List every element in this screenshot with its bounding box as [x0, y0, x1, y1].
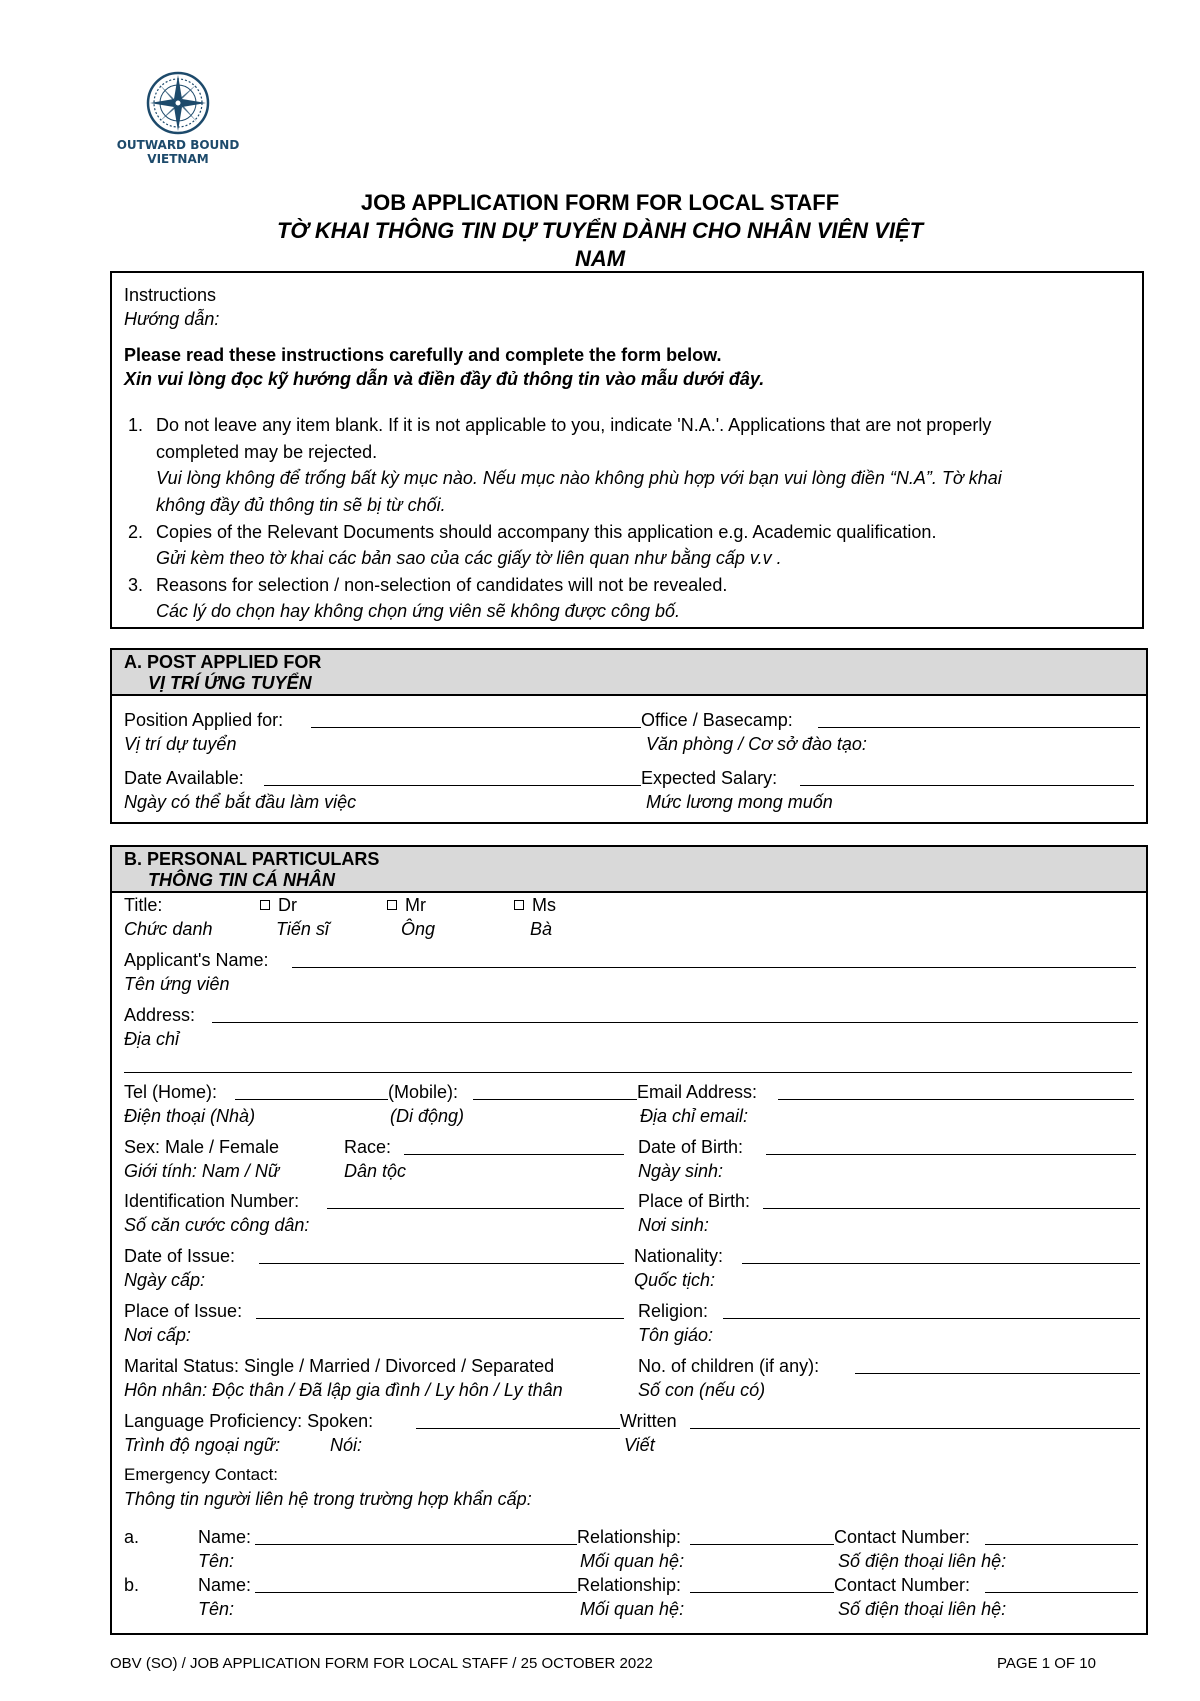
logo-line-2: VIETNAM — [147, 152, 209, 166]
spoken-label-vi: Nói: — [330, 1435, 363, 1455]
checkbox-dr[interactable] — [260, 900, 270, 910]
contact-a-name-label: Name: — [198, 1527, 252, 1547]
written-input[interactable] — [690, 1428, 1140, 1429]
contact-a-rel-label-vi: Mối quan hệ: — [580, 1551, 685, 1571]
religion-input[interactable] — [723, 1318, 1140, 1319]
dob-label: Date of Birth: — [638, 1137, 744, 1157]
title-option-ms-vi: Bà — [530, 919, 553, 939]
nationality-label: Nationality: — [634, 1246, 724, 1266]
logo — [108, 70, 248, 170]
poi-label-vi: Nơi cấp: — [124, 1325, 191, 1345]
instructions-label-vi: Hướng dẫn: — [124, 309, 220, 329]
instructions-lead-vi: Xin vui lòng đọc kỹ hướng dẫn và điền đầy đủ thông tin vào mẫu dưới đây. — [124, 369, 765, 389]
email-label-vi: Địa chỉ email: — [640, 1106, 749, 1126]
title-option-dr-label: Dr — [278, 895, 297, 915]
office-input[interactable] — [818, 727, 1140, 728]
contact-b-name-label: Name: — [198, 1575, 252, 1595]
footer-left: OBV (SO) / JOB APPLICATION FORM FOR LOCAL STAFF / 25 OCTOBER 2022 — [110, 1655, 653, 1672]
language-label: Language Proficiency: Spoken: — [124, 1411, 374, 1431]
page-title-vi-1: TỜ KHAI THÔNG TIN DỰ TUYỂN DÀNH CHO NHÂN VIÊN VIỆT — [276, 218, 924, 243]
contact-b-rel-label-vi: Mối quan hệ: — [580, 1599, 685, 1619]
tel-home-label-vi: Điện thoại (Nhà) — [124, 1106, 256, 1126]
address-input-1[interactable] — [212, 1022, 1138, 1023]
nationality-input[interactable] — [742, 1263, 1140, 1264]
email-input[interactable] — [778, 1099, 1134, 1100]
contact-a-name-input[interactable] — [255, 1544, 577, 1545]
race-input[interactable] — [404, 1154, 624, 1155]
written-label-vi: Viết — [624, 1435, 655, 1455]
tel-mobile-label-vi: (Di động) — [390, 1106, 465, 1126]
applicant-name-label-vi: Tên ứng viên — [124, 974, 230, 994]
logo-line-1: OUTWARD BOUND — [116, 138, 240, 152]
section-a-title-vi: VỊ TRÍ ỨNG TUYỂN — [148, 673, 312, 693]
doi-label: Date of Issue: — [124, 1246, 236, 1266]
race-label: Race: — [344, 1137, 392, 1157]
contact-b-rel-input[interactable] — [690, 1592, 834, 1593]
title-label-vi: Chức danh — [124, 919, 213, 939]
poi-input[interactable] — [256, 1318, 624, 1319]
instruction-1-en-1: Do not leave any item blank. If it is not applicable to you, indicate 'N.A.'. Applications that are not properly — [156, 415, 992, 435]
salary-label-vi: Mức lương mong muốn — [646, 792, 833, 812]
contact-b-num-label-vi: Số điện thoại liên hệ: — [838, 1599, 1007, 1619]
section-a-title: A. POST APPLIED FOR — [124, 652, 322, 672]
id-number-label: Identification Number: — [124, 1191, 300, 1211]
pob-label-vi: Nơi sinh: — [638, 1215, 709, 1235]
applicant-name-label: Applicant's Name: — [124, 950, 269, 970]
checkbox-mr[interactable] — [387, 900, 397, 910]
salary-label: Expected Salary: — [641, 768, 778, 788]
instructions-lead: Please read these instructions carefully and complete the form below. — [124, 345, 722, 365]
instruction-num-2: 2. — [128, 522, 144, 542]
position-input[interactable] — [311, 727, 641, 728]
contact-b-marker: b. — [124, 1575, 140, 1595]
written-label: Written — [620, 1411, 677, 1431]
section-b-title: B. PERSONAL PARTICULARS — [124, 849, 380, 869]
date-available-input[interactable] — [264, 785, 641, 786]
contact-b-name-label-vi: Tên: — [198, 1599, 235, 1619]
page-title-vi-2: NAM — [574, 246, 626, 271]
marital-status-label-vi: Hôn nhân: Độc thân / Đã lập gia đình / Ly hôn / Ly thân — [124, 1380, 563, 1400]
doi-input[interactable] — [259, 1263, 624, 1264]
applicant-name-input[interactable] — [292, 967, 1136, 968]
title-option-mr-vi: Ông — [401, 919, 436, 939]
contact-a-marker: a. — [124, 1527, 140, 1547]
contact-b-name-input[interactable] — [255, 1592, 577, 1593]
date-available-label-vi: Ngày có thể bắt đầu làm việc — [124, 792, 357, 812]
children-label-vi: Số con (nếu có) — [638, 1380, 766, 1400]
instruction-1-en-2: completed may be rejected. — [156, 442, 378, 462]
date-available-label: Date Available: — [124, 768, 244, 788]
contact-a-rel-input[interactable] — [690, 1544, 834, 1545]
tel-home-label: Tel (Home): — [124, 1082, 218, 1102]
sex-label-vi: Giới tính: Nam / Nữ — [124, 1161, 280, 1181]
page-title: JOB APPLICATION FORM FOR LOCAL STAFF — [360, 190, 840, 215]
dob-label-vi: Ngày sinh: — [638, 1161, 724, 1181]
contact-a-num-label: Contact Number: — [834, 1527, 971, 1547]
tel-mobile-label: (Mobile): — [388, 1082, 459, 1102]
address-input-2[interactable] — [124, 1072, 1132, 1073]
instruction-2-en-1: Copies of the Relevant Documents should accompany this application e.g. Academic qualification. — [156, 522, 937, 542]
contact-b-num-input[interactable] — [985, 1592, 1138, 1593]
spoken-input[interactable] — [416, 1428, 620, 1429]
office-label: Office / Basecamp: — [641, 710, 793, 730]
contact-b-num-label: Contact Number: — [834, 1575, 971, 1595]
title-option-mr-label: Mr — [405, 895, 426, 915]
compass-logo-icon — [145, 70, 211, 136]
children-input[interactable] — [855, 1373, 1140, 1374]
address-label: Address: — [124, 1005, 196, 1025]
religion-label-vi: Tôn giáo: — [638, 1325, 714, 1345]
checkbox-ms[interactable] — [514, 900, 524, 910]
title-option-dr[interactable] — [260, 894, 297, 916]
instruction-3-en-1: Reasons for selection / non-selection of candidates will not be revealed. — [156, 575, 728, 595]
poi-label: Place of Issue: — [124, 1301, 243, 1321]
children-label: No. of children (if any): — [638, 1356, 820, 1376]
pob-label: Place of Birth: — [638, 1191, 751, 1211]
contact-b-rel-label: Relationship: — [577, 1575, 682, 1595]
race-label-vi: Dân tộc — [344, 1161, 407, 1181]
contact-a-num-input[interactable] — [985, 1544, 1138, 1545]
title-option-ms-label: Ms — [532, 895, 556, 915]
sex-label[interactable]: Sex: Male / Female — [124, 1137, 280, 1157]
instruction-1-vi-1: Vui lòng không để trống bất kỳ mục nào. Nếu mục nào không phù hợp với bạn vui lòng điền “N.A”. Tờ khai — [156, 468, 1002, 488]
instructions-label: Instructions — [124, 285, 217, 305]
title-option-ms[interactable] — [514, 894, 556, 916]
marital-status-label[interactable]: Marital Status: Single / Married / Divorced / Separated — [124, 1356, 555, 1376]
language-label-vi: Trình độ ngoại ngữ: — [124, 1435, 281, 1455]
instruction-1-vi-2: không đầy đủ thông tin sẽ bị từ chối. — [156, 495, 446, 515]
contact-a-name-label-vi: Tên: — [198, 1551, 235, 1571]
title-option-mr[interactable] — [387, 894, 426, 916]
tel-home-input[interactable] — [235, 1099, 388, 1100]
section-b-title-vi: THÔNG TIN CÁ NHÂN — [148, 870, 335, 890]
salary-input[interactable] — [800, 785, 1134, 786]
id-number-label-vi: Số căn cước công dân: — [124, 1215, 310, 1235]
contact-a-rel-label: Relationship: — [577, 1527, 682, 1547]
nationality-label-vi: Quốc tịch: — [634, 1270, 716, 1290]
id-number-input[interactable] — [327, 1208, 624, 1209]
office-label-vi: Văn phòng / Cơ sở đào tạo: — [646, 734, 867, 754]
pob-input[interactable] — [763, 1208, 1140, 1209]
emergency-contact-label: Emergency Contact: — [124, 1465, 279, 1484]
emergency-contact-label-vi: Thông tin người liên hệ trong trường hợp khẩn cấp: — [124, 1489, 532, 1509]
position-label: Position Applied for: — [124, 710, 284, 730]
instruction-2-vi-1: Gửi kèm theo tờ khai các bản sao của các giấy tờ liên quan như bằng cấp v.v . — [156, 548, 782, 568]
title-option-dr-vi: Tiến sĩ — [276, 919, 329, 939]
doi-label-vi: Ngày cấp: — [124, 1270, 206, 1290]
instruction-num-3: 3. — [128, 575, 144, 595]
dob-input[interactable] — [766, 1154, 1136, 1155]
position-label-vi: Vị trí dự tuyển — [124, 734, 237, 754]
contact-a-num-label-vi: Số điện thoại liên hệ: — [838, 1551, 1007, 1571]
title-label: Title: — [124, 895, 163, 915]
email-label: Email Address: — [637, 1082, 758, 1102]
footer-page-number: PAGE 1 OF 10 — [997, 1655, 1096, 1672]
religion-label: Religion: — [638, 1301, 709, 1321]
tel-mobile-input[interactable] — [473, 1099, 637, 1100]
instruction-num-1: 1. — [128, 415, 144, 435]
instruction-3-vi-1: Các lý do chọn hay không chọn ứng viên sẽ không được công bố. — [156, 601, 681, 621]
address-label-vi: Địa chỉ — [124, 1029, 180, 1049]
